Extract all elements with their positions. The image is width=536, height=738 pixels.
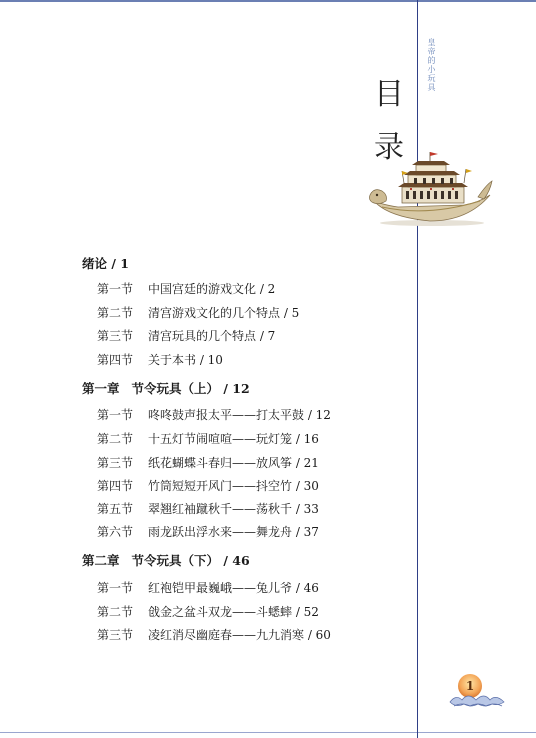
section-title: 红袍铠甲最巍峨——兔儿爷 / 46 bbox=[148, 581, 319, 595]
dragon-boat-illustration bbox=[368, 151, 494, 229]
section-number: 第三节 bbox=[97, 329, 134, 343]
section-number: 第四节 bbox=[97, 353, 134, 367]
toc-entry[interactable] bbox=[97, 479, 319, 494]
section-title: 清宫玩具的几个特点 / 7 bbox=[148, 329, 276, 343]
toc-entry[interactable] bbox=[97, 432, 319, 447]
section-title: 翠翘红袖蹴秋千——荡秋千 / 33 bbox=[148, 502, 319, 516]
section-number: 第一节 bbox=[97, 581, 134, 595]
page-number: 1 bbox=[465, 679, 475, 693]
toc-chapter-1[interactable] bbox=[82, 381, 250, 396]
toc-entry[interactable] bbox=[97, 628, 331, 643]
section-number: 第三节 bbox=[97, 456, 134, 470]
section-title: 戗金之盆斗双龙——斗蟋蟀 / 52 bbox=[148, 605, 319, 619]
toc-entry[interactable] bbox=[97, 306, 299, 321]
section-title: 纸花蝴蝶斗春归——放风筝 / 21 bbox=[148, 456, 319, 470]
toc-entry[interactable] bbox=[97, 502, 319, 517]
section-title: 竹筒短短开风门——抖空竹 / 30 bbox=[148, 479, 319, 493]
section-title: 清宫游戏文化的几个特点 / 5 bbox=[148, 306, 300, 320]
toc-entry[interactable] bbox=[97, 525, 319, 540]
page-title-char-2: 录 bbox=[374, 130, 404, 165]
running-head: 皇帝的小玩具 bbox=[427, 38, 436, 92]
chapter-number: 第二章 bbox=[82, 553, 120, 568]
toc-intro[interactable]: 绪论 / 1 bbox=[82, 256, 129, 271]
toc-entry[interactable] bbox=[97, 581, 319, 596]
section-number: 第三节 bbox=[97, 628, 134, 642]
bottom-rule bbox=[0, 732, 536, 733]
vertical-divider bbox=[417, 0, 418, 738]
toc-entry[interactable] bbox=[97, 456, 319, 471]
section-number: 第四节 bbox=[97, 479, 134, 493]
toc-entry[interactable] bbox=[97, 408, 331, 423]
section-title: 中国宫廷的游戏文化 / 2 bbox=[148, 282, 276, 296]
section-number: 第二节 bbox=[97, 306, 134, 320]
section-number: 第二节 bbox=[97, 605, 134, 619]
section-number: 第一节 bbox=[97, 282, 134, 296]
toc-entry[interactable] bbox=[97, 605, 319, 620]
section-number: 第一节 bbox=[97, 408, 134, 422]
top-rule bbox=[0, 0, 536, 2]
toc-entry[interactable] bbox=[97, 329, 275, 344]
chapter-title: 节令玩具（上） / 12 bbox=[131, 381, 250, 396]
section-title: 雨龙跃出浮水来——舞龙舟 / 37 bbox=[148, 525, 319, 539]
chapter-number: 第一章 bbox=[82, 381, 120, 396]
toc-chapter-2[interactable] bbox=[82, 553, 250, 568]
section-title: 咚咚鼓声报太平——打太平鼓 / 12 bbox=[148, 408, 331, 422]
page-title-char-1: 目 bbox=[374, 77, 404, 112]
section-title: 十五灯节闹喧喧——玩灯笼 / 16 bbox=[148, 432, 319, 446]
toc-entry[interactable] bbox=[97, 282, 275, 297]
chapter-title: 节令玩具（下） / 46 bbox=[131, 553, 250, 568]
section-title: 关于本书 / 10 bbox=[148, 353, 223, 367]
section-number: 第二节 bbox=[97, 432, 134, 446]
section-number: 第五节 bbox=[97, 502, 134, 516]
toc-entry[interactable] bbox=[97, 353, 223, 368]
section-number: 第六节 bbox=[97, 525, 134, 539]
section-title: 凌红消尽幽庭春——九九消寒 / 60 bbox=[148, 628, 331, 642]
